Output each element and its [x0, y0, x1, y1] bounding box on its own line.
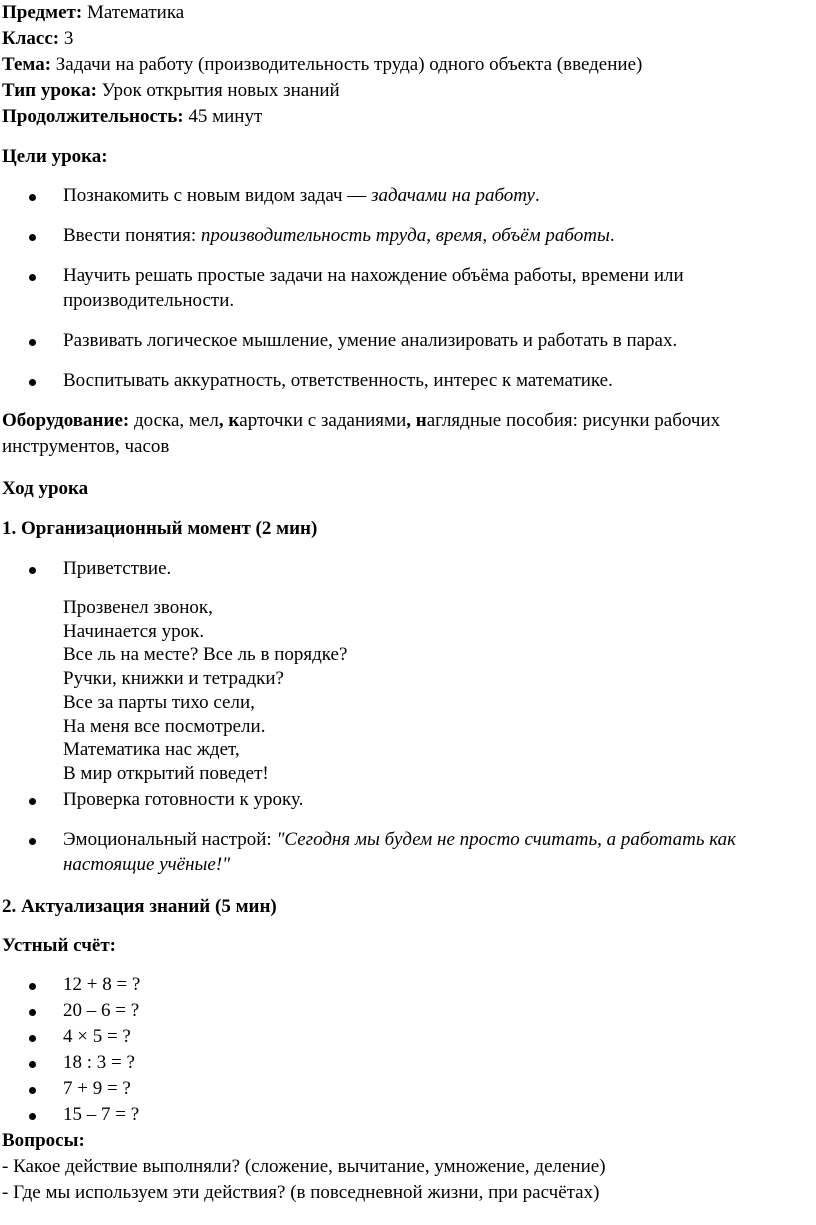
goal-3-line-1: Научить решать простые задачи на нахождение объёма работы, времени или — [63, 265, 684, 286]
subject-value: Математика — [86, 2, 185, 23]
poem-line: Прозвенел звонок, — [63, 597, 213, 618]
bullet-icon — [29, 1087, 36, 1094]
goal-3-line-2: производительности. — [63, 290, 235, 311]
bullet-icon — [29, 1061, 36, 1068]
mood-line-2: настоящие учёные!" — [63, 854, 231, 875]
lesson-type-label: Тип урока: — [2, 80, 97, 101]
example: 12 + 8 = ? — [63, 974, 141, 995]
example: 4 × 5 = ? — [63, 1026, 131, 1047]
equipment-label: Оборудование: — [2, 410, 130, 431]
bullet-icon — [29, 194, 36, 201]
questions-heading: Вопросы: — [2, 1130, 85, 1151]
lesson-type-line — [2, 79, 340, 103]
bullet-icon — [29, 274, 36, 281]
example: 20 – 6 = ? — [63, 1000, 140, 1021]
goal-4: Развивать логическое мышление, умение анализировать и работать в парах. — [63, 330, 678, 351]
bullet-icon — [29, 339, 36, 346]
poem-line: Математика нас ждет, — [63, 739, 240, 761]
poem-line: На меня все посмотрели. — [63, 715, 266, 737]
poem-line: Ручки, книжки и тетрадки? — [63, 668, 284, 690]
question-2: - Где мы используем эти действия? (в повседневной жизни, при расчётах) — [2, 1182, 600, 1203]
course-heading: Ход урока — [2, 478, 89, 499]
topic-label: Тема: — [2, 54, 52, 75]
bullet-icon — [29, 838, 36, 845]
equipment-line-1: Оборудование: доска, мел, карточки с заданиями, наглядные пособия: рисунки рабочих — [2, 410, 721, 431]
topic-line — [2, 53, 642, 77]
bullet-icon — [29, 1035, 36, 1042]
readiness-check: Проверка готовности к уроку. — [63, 789, 304, 810]
example: 7 + 9 = ? — [63, 1078, 131, 1099]
duration-value: 45 минут — [188, 106, 263, 127]
duration-line — [2, 105, 262, 129]
subject-label: Предмет: — [2, 2, 83, 23]
mood-line-1: Эмоциональный настрой: "Сегодня мы будем не просто считать, а работать как — [63, 829, 737, 850]
section-1-heading: 1. Организационный момент (2 мин) — [2, 518, 318, 539]
equipment-line-2: инструментов, часов — [2, 436, 170, 457]
class-label: Класс: — [2, 28, 60, 49]
bullet-icon — [29, 1113, 36, 1120]
goal-1: Познакомить с новым видом задач — задачами на работу. — [63, 185, 540, 206]
poem-line: В мир открытий поведет! — [63, 762, 269, 784]
poem-line: Все ль на месте? Все ль в порядке? — [63, 644, 348, 666]
class-value: 3 — [63, 28, 74, 49]
poem-line: Начинается урок. — [63, 620, 205, 642]
bullet-icon — [29, 379, 36, 386]
oral-count-heading: Устный счёт: — [2, 935, 116, 956]
bullet-icon — [29, 798, 36, 805]
goal-2: Ввести понятия: производительность труда, время, объём работы. — [63, 225, 615, 246]
section-2-heading: 2. Актуализация знаний (5 мин) — [2, 896, 277, 917]
lesson-type-value: Урок открытия новых знаний — [101, 80, 340, 101]
class-line — [2, 27, 73, 51]
bullet-icon — [29, 567, 36, 574]
example: 18 : 3 = ? — [63, 1052, 135, 1073]
question-1: - Какое действие выполняли? (сложение, вычитание, умножение, деление) — [2, 1156, 606, 1177]
bullet-icon — [29, 234, 36, 241]
example: 15 – 7 = ? — [63, 1104, 140, 1125]
poem — [63, 596, 347, 786]
bullet-icon — [29, 1009, 36, 1016]
bullet-icon — [29, 983, 36, 990]
subject-line — [2, 1, 184, 25]
goal-5: Воспитывать аккуратность, ответственность, интерес к математике. — [63, 370, 613, 391]
goals-heading: Цели урока: — [2, 146, 108, 167]
poem-line: Все за парты тихо сели, — [63, 691, 255, 713]
greeting: Приветствие. — [63, 558, 172, 579]
topic-value: Задачи на работу (производительность труда) одного объекта (введение) — [55, 54, 643, 75]
duration-label: Продолжительность: — [2, 106, 184, 127]
